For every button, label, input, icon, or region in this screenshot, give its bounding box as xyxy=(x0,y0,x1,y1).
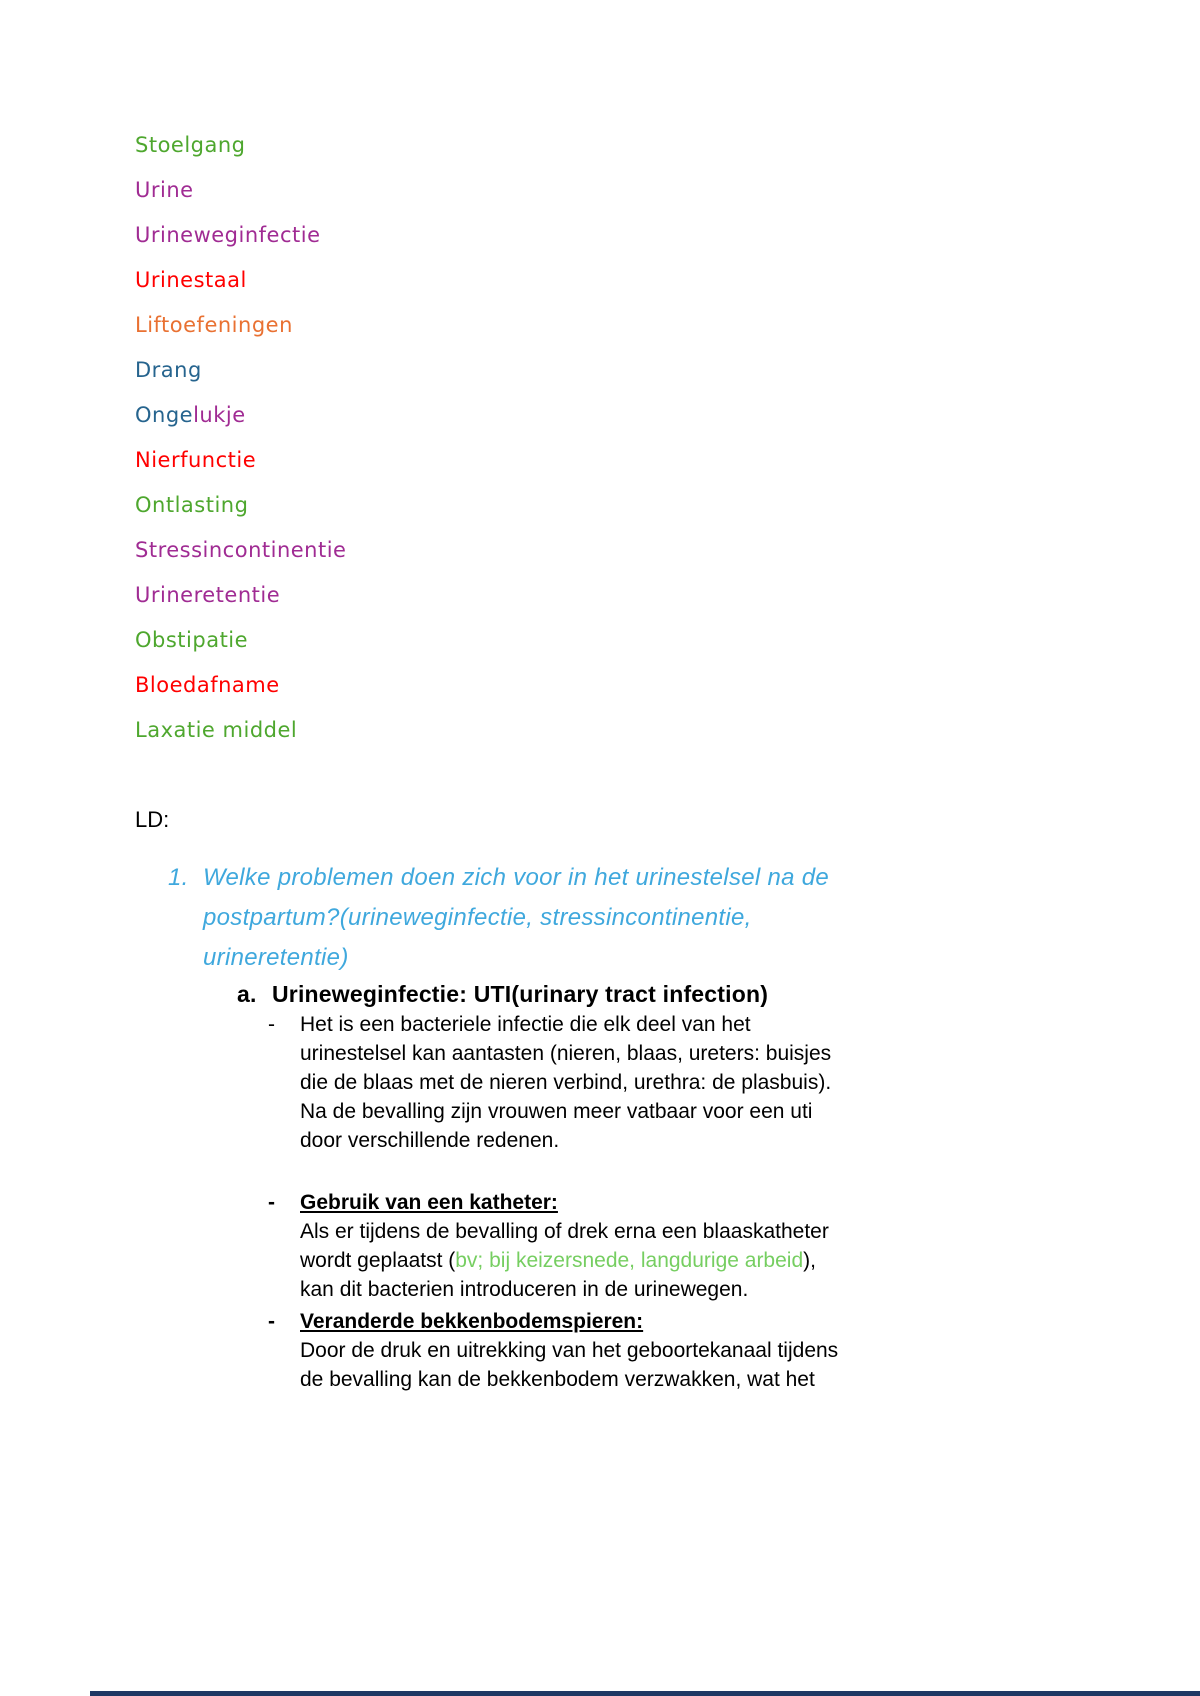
keyword-item xyxy=(135,580,1160,610)
keyword-segment: Bloedafname xyxy=(135,673,280,697)
bullet-dash: - xyxy=(268,1013,275,1036)
keyword-item xyxy=(135,625,1160,655)
katheter-subheading: Gebruik van een katheter: xyxy=(300,1191,558,1214)
bullet-text xyxy=(300,1188,829,1304)
bullet-bekkenbodem xyxy=(135,1307,1160,1394)
body-line-with-highlight xyxy=(300,1246,829,1275)
keyword-item xyxy=(135,265,1160,295)
keyword-segment: Stoelgang xyxy=(135,133,246,157)
keyword-segment: Onge xyxy=(135,403,194,427)
section-a-label: a. xyxy=(237,981,257,1007)
body-line: Na de bevalling zijn vrouwen meer vatbaar voor een uti xyxy=(300,1100,813,1123)
question-line: urineretentie) xyxy=(203,944,349,971)
keyword-segment: Nierfunctie xyxy=(135,448,257,472)
bullet-dash: - xyxy=(268,1191,275,1214)
keyword-segment: Liftoefeningen xyxy=(135,313,293,337)
body-text: wordt geplaatst ( xyxy=(300,1249,456,1272)
keyword-segment: Obstipatie xyxy=(135,628,249,652)
body-line: door verschillende redenen. xyxy=(300,1129,560,1152)
keyword-item xyxy=(135,445,1160,475)
body-line: Het is een bacteriele infectie die elk deel van het xyxy=(300,1013,751,1036)
body-text: ), xyxy=(803,1249,816,1272)
bullet-text xyxy=(300,1307,838,1394)
bekkenbodem-subheading: Veranderde bekkenbodemspieren: xyxy=(300,1310,644,1333)
section-a-title: Urineweginfectie: UTI(urinary tract infection) xyxy=(272,981,769,1007)
ld-label: LD: xyxy=(135,807,170,832)
keyword-list xyxy=(135,130,1160,745)
keyword-segment: Drang xyxy=(135,358,202,382)
body-line: Als er tijdens de bevalling of drek erna een blaaskatheter xyxy=(300,1220,829,1243)
question-text xyxy=(203,858,829,978)
keyword-item xyxy=(135,535,1160,565)
keyword-segment: Urine xyxy=(135,178,194,202)
question-line: postpartum?(urineweginfectie, stressincontinentie, xyxy=(203,904,752,931)
keyword-item xyxy=(135,670,1160,700)
keyword-item xyxy=(135,355,1160,385)
keyword-segment: Urinestaal xyxy=(135,268,247,292)
section-a-heading xyxy=(135,978,1160,1010)
body-line: kan dit bacterien introduceren in de urinewegen. xyxy=(300,1278,749,1301)
next-page-edge xyxy=(90,1691,1200,1696)
keyword-item xyxy=(135,490,1160,520)
keyword-segment: Urineretentie xyxy=(135,583,281,607)
bullet-uti-description xyxy=(135,1010,1160,1155)
keyword-item xyxy=(135,715,1160,745)
question-line: Welke problemen doen zich voor in het urinestelsel na de xyxy=(203,864,830,891)
keyword-item xyxy=(135,130,1160,160)
keyword-item xyxy=(135,175,1160,205)
keyword-segment: Urineweginfectie xyxy=(135,223,321,247)
keyword-segment: Stressincontinentie xyxy=(135,538,347,562)
keyword-segment: Ontlasting xyxy=(135,493,249,517)
body-line: urinestelsel kan aantasten (nieren, blaas, ureters: buisjes xyxy=(300,1042,832,1065)
bullet-text xyxy=(300,1010,831,1155)
body-line: de bevalling kan de bekkenbodem verzwakken, wat het xyxy=(300,1368,815,1391)
keyword-item xyxy=(135,220,1160,250)
keyword-segment: Laxatie middel xyxy=(135,718,298,742)
bullet-dash: - xyxy=(268,1310,275,1333)
body-line: die de blaas met de nieren verbind, urethra: de plasbuis). xyxy=(300,1071,832,1094)
keyword-item xyxy=(135,310,1160,340)
question-block xyxy=(135,858,1160,978)
question-number: 1. xyxy=(168,864,189,891)
green-highlight-text: bv; bij keizersnede, langdurige arbeid xyxy=(455,1249,804,1272)
keyword-item xyxy=(135,400,1160,430)
bullet-katheter xyxy=(135,1188,1160,1304)
keyword-segment: lukje xyxy=(193,403,246,427)
body-line: Door de druk en uitrekking van het geboortekanaal tijdens xyxy=(300,1339,839,1362)
